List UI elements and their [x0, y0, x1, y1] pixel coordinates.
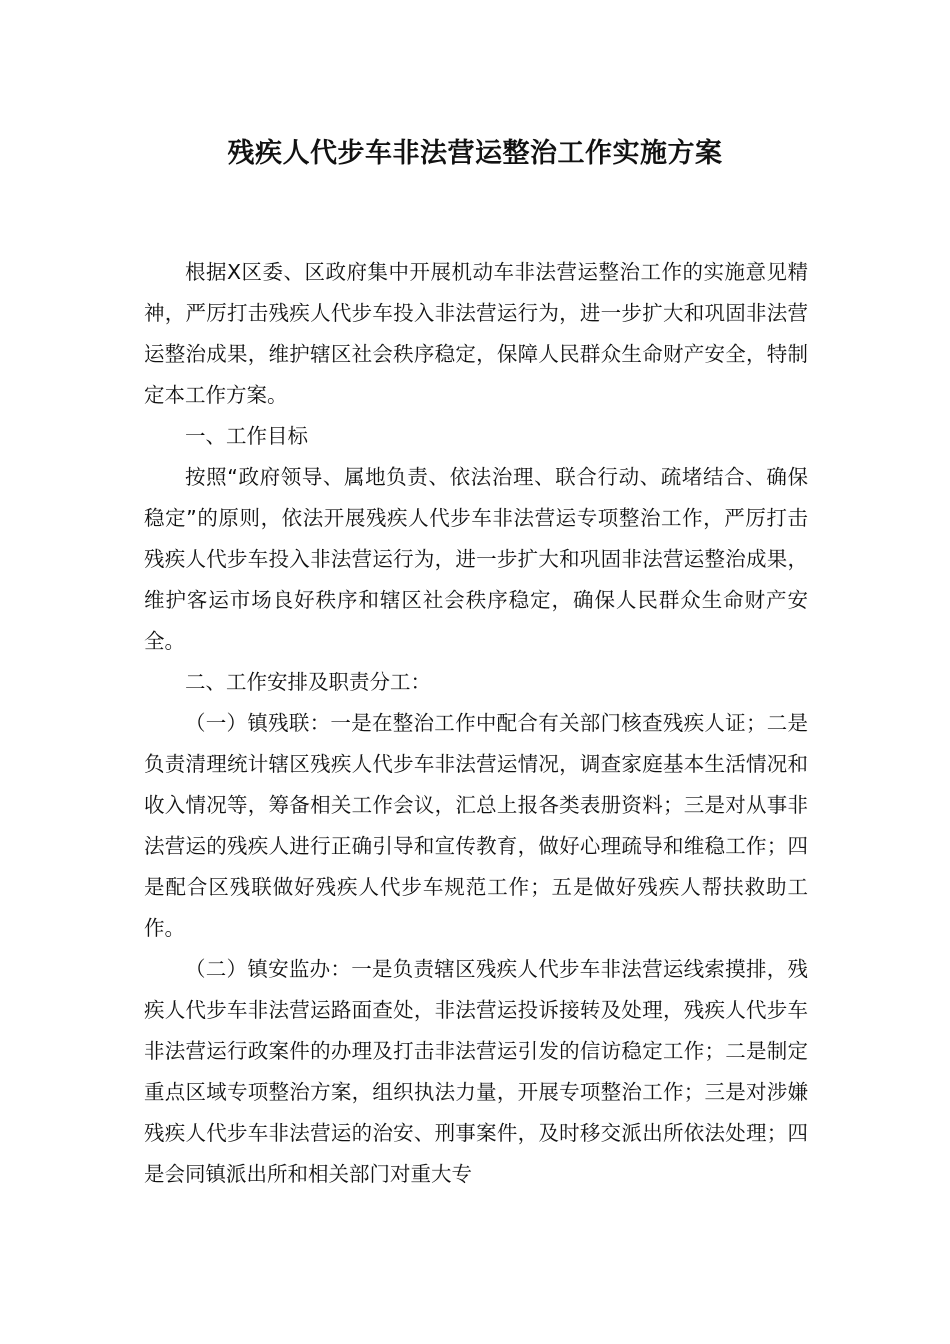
section-heading-arrangement: 二、工作安排及职责分工： [185, 670, 431, 694]
work-goal-paragraph: 按照“政府领导、属地负责、依法治理、联合行动、疏堵结合、确保稳定”的原则，依法开展残疾人代步车非法营运专项整治工作，严厉打击残疾人代步车投入非法营运行为，进一步扩大和巩固非法营运整治成果，维护客运市场良好秩序和辖区社会秩序稳定，确保人民群众生命财产安全。 [144, 465, 808, 653]
document-body [144, 252, 808, 1195]
section-heading-work-goal: 一、工作目标 [185, 424, 308, 448]
document-title: 残疾人代步车非法营运整治工作实施方案 [227, 138, 723, 169]
subsection-disabled-federation: （一）镇残联：一是在整治工作中配合有关部门核查残疾人证；二是负责清理统计辖区残疾人代步车非法营运情况，调查家庭基本生活情况和收入情况等，筹备相关工作会议，汇总上报各类表册资料；三是对从事非法营运的残疾人进行正确引导和宣传教育，做好心理疏导和维稳工作；四是配合区残联做好残疾人代步车规范工作；五是做好残疾人帮扶救助工作。 [144, 711, 808, 940]
subsection-safety-office: （二）镇安监办：一是负责辖区残疾人代步车非法营运线索摸排，残疾人代步车非法营运路面查处，非法营运投诉接转及处理，残疾人代步车非法营运行政案件的办理及打击非法营运引发的信访稳定工作；二是制定重点区域专项整治方案，组织执法力量，开展专项整治工作；三是对涉嫌残疾人代步车非法营运的治安、刑事案件，及时移交派出所依法处理；四是会同镇派出所和相关部门对重大专 [144, 957, 808, 1186]
intro-paragraph: 根据X区委、区政府集中开展机动车非法营运整治工作的实施意见精神，严厉打击残疾人代步车投入非法营运行为，进一步扩大和巩固非法营运整治成果，维护辖区社会秩序稳定，保障人民群众生命财产安全，特制定本工作方案。 [144, 260, 808, 407]
